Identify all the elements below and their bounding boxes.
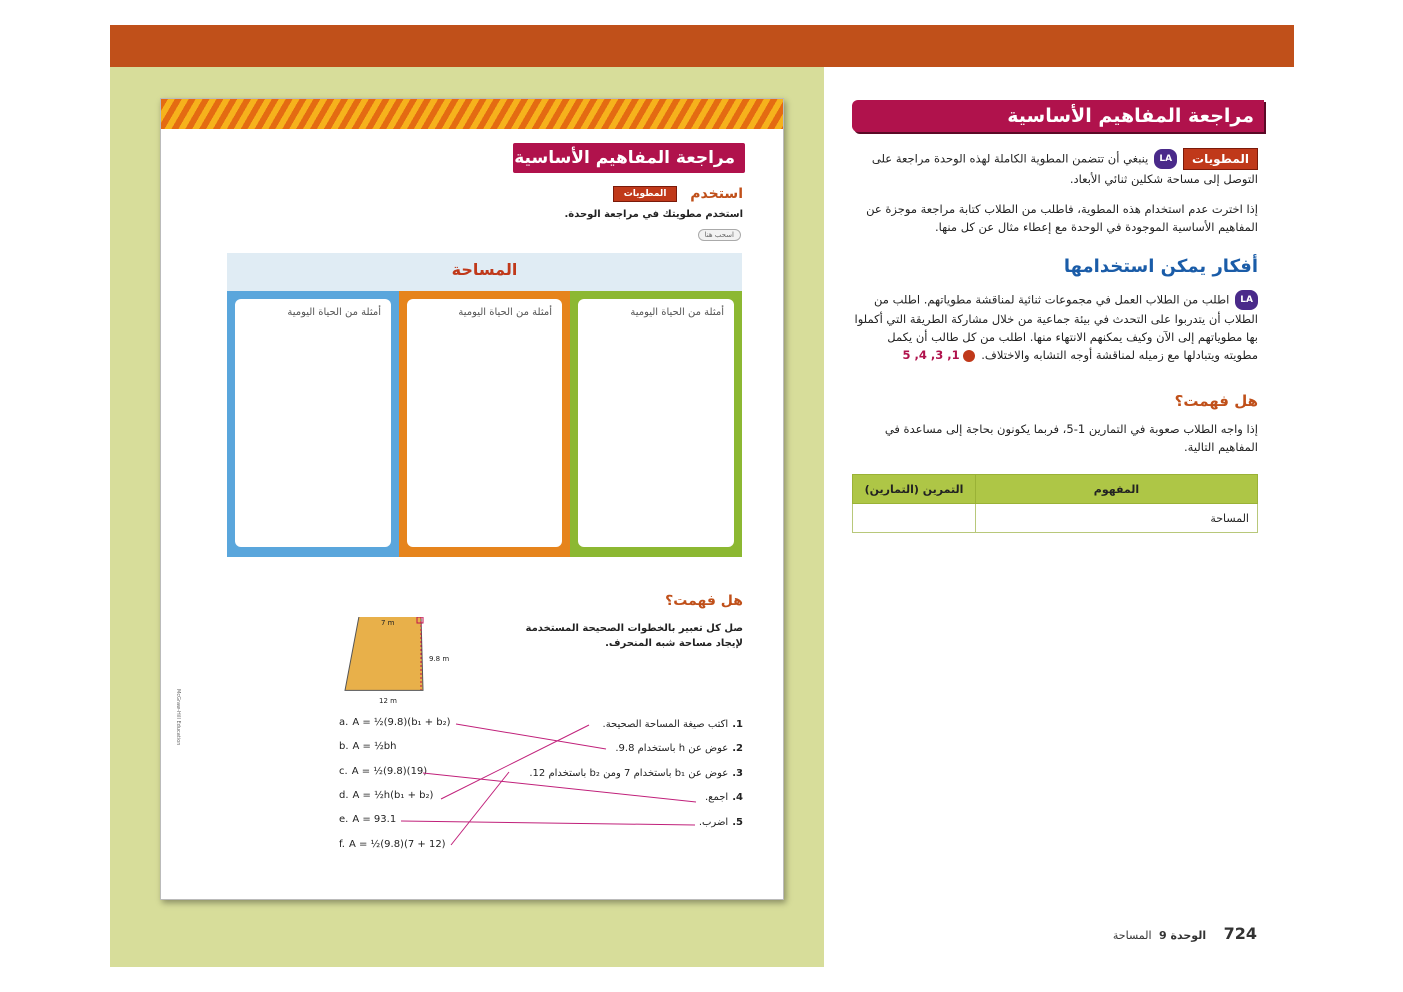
student-page-title: مراجعة المفاهيم الأساسية (513, 143, 745, 173)
option-letter: f. (339, 839, 345, 850)
check-heading: هل فهمت؟ (665, 593, 743, 609)
use-instruction: استخدم مطويتك في مراجعة الوحدة. (564, 209, 743, 220)
option-letter: b. (339, 741, 349, 752)
option-letter: c. (339, 766, 348, 777)
step-text: عوض عن b₁ باستخدام 7 ومن b₂ باستخدام 12. (529, 768, 729, 779)
option-expression: A = ½(9.8)(b₁ + b₂) (352, 717, 451, 728)
trapezoid-bottom-label: 12 m (379, 697, 397, 705)
footer-unit: الوحدة 9 (1159, 929, 1207, 942)
step-text: اكتب صيغة المساحة الصحيحة. (602, 719, 729, 730)
page-footer (1113, 924, 1257, 943)
foldables-badge: المطويات (613, 186, 678, 202)
table-header-exercises: التمرين (التمارين) (853, 475, 976, 504)
use-heading-text: استخدم (690, 186, 743, 202)
step-text: اجمع. (704, 792, 729, 803)
foldables-tag: المطويات (1183, 148, 1258, 170)
trapezoid-top-label: 7 m (381, 619, 395, 627)
foldable-header-text: المساحة (451, 260, 518, 279)
option-letter: d. (339, 790, 349, 801)
match-instruction: صل كل تعبير بالخطوات الصحيحة المستخدمة لإيجاد مساحة شبه المنحرف. (525, 623, 743, 649)
column-label: أمثلة من الحياة اليومية (630, 307, 724, 318)
page-number: 724 (1223, 924, 1257, 943)
side-credit: McGraw-Hill Education (175, 689, 181, 746)
ideas-exercises: 1, 3, 4, 5 (902, 348, 960, 362)
table-cell-exercises (853, 504, 976, 533)
la-badge: LA (1235, 290, 1258, 310)
step-number: 1. (732, 719, 743, 730)
table-row (853, 504, 1258, 533)
step-text: اضرب. (698, 817, 729, 828)
ideas-paragraph (850, 290, 1258, 364)
target-icon (963, 350, 975, 362)
column-label: أمثلة من الحياة اليومية (287, 307, 381, 318)
step-number: 2. (732, 743, 743, 754)
foldables-paragraph-text: ينبغي أن تتضمن المطوية الكاملة لهذه الوحدة مراجعة على التوصل إلى مساحة شكلين ثنائي الأبعاد. (871, 151, 1258, 186)
foldables-paragraph (850, 148, 1258, 188)
option-expression: A = ½(9.8)(19) (351, 766, 428, 777)
teacher-check-heading: هل فهمت؟ (1174, 392, 1258, 410)
option-letter: a. (339, 717, 349, 728)
step-number: 5. (732, 817, 743, 828)
alternative-paragraph: إذا اخترت عدم استخدام هذه المطوية، فاطلب من الطلاب كتابة مراجعة موجزة عن المفاهيم الأساسية الموجودة في الوحدة مع إعطاء مثال عن كل منها. (866, 202, 1258, 234)
footer-topic: المساحة (1112, 929, 1152, 942)
trapezoid-height-label: 9.8 m (429, 655, 450, 663)
table-cell-concept: المساحة (976, 504, 1258, 533)
column-label: أمثلة من الحياة اليومية (458, 307, 552, 318)
teacher-section-title: مراجعة المفاهيم الأساسية (852, 100, 1264, 132)
option-expression: A = ½(9.8)(7 + 12) (348, 839, 446, 850)
ideas-paragraph-text: اطلب من الطلاب العمل في مجموعات ثنائية لمناقشة مطوياتهم. اطلب من الطلاب أن يتدربوا على التحدث في بيئة جماعية من خلال مشاركة الطريقة التي أكملوا بها مطوياتهم إلى الآن وكيف يمكنهم الانتهاء منها. اطلب من كل طالب أن يكمل مطويته ويتبادلها مع زميله لمناقشة أوجه التشابه والاختلاف. (854, 292, 1258, 362)
top-banner (110, 25, 1294, 67)
la-badge: LA (1154, 149, 1177, 169)
check-paragraph: إذا واجه الطلاب صعوبة في التمارين 1-5، فربما يكونون بحاجة إلى مساعدة في المفاهيم التالية. (884, 422, 1258, 454)
option-expression: A = 93.1 (352, 814, 397, 825)
option-expression: A = ½h(b₁ + b₂) (352, 790, 434, 801)
step-number: 3. (732, 768, 743, 779)
concept-table (852, 474, 1258, 533)
table-header-concept: المفهوم (976, 475, 1258, 504)
step-text: عوض عن h باستخدام 9.8. (615, 743, 729, 754)
foldable-tab-label[interactable]: اسحب هنا (698, 229, 741, 241)
ideas-heading: أفكار يمكن استخدامها (1063, 256, 1258, 277)
table-header-row (853, 475, 1258, 504)
student-page (160, 98, 784, 900)
match-lines (161, 99, 783, 899)
option-expression: A = ½bh (352, 741, 397, 752)
option-letter: e. (339, 814, 349, 825)
step-number: 4. (732, 792, 743, 803)
